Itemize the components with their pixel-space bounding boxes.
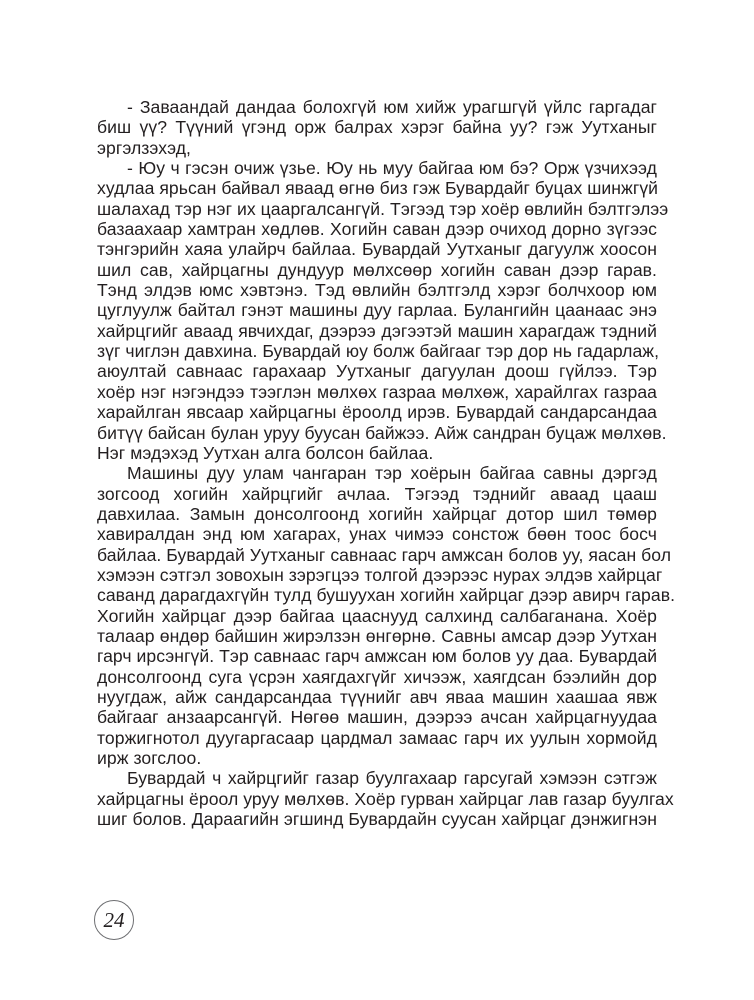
text-line: биш үү? Түүний үгэнд орж балрах хэрэг байна уу? гэж Уутханыг — [97, 117, 657, 138]
text-line: Хогийн хайрцаг дээр байгаа цааснууд салхинд салбаганана. Хоёр — [97, 605, 657, 626]
text-line: базаахаар хамтран хөдлөв. Хогийн саван дээр очиход дорно зүгээс — [97, 219, 657, 240]
text-line: хайрцгийг аваад явчихдаг, дээрээ дэгээтэй машин харагдаж тэдний — [97, 320, 657, 341]
page-number: 24 — [103, 907, 125, 932]
text-line: гарч ирсэнгүй. Тэр савнаас гарч амжсан юм болов уу даа. Бувардай — [97, 646, 658, 667]
text-line: шиг болов. Дараагийн эгшинд Бувардайн суусан хайрцаг дэнжигнэн — [97, 809, 658, 830]
text-line: давхилаа. Замын донсолгоонд хогийн хайрцаг дотор шил төмөр — [97, 503, 657, 524]
text-line: нуугдаж, айж сандарсандаа түүнийг авч яваа машин хаашаа явж — [97, 686, 657, 707]
text-line: байлаа. Бувардай Уутханыг савнаас гарч амжсан болов уу, яасан бол — [97, 544, 672, 565]
page-number-badge — [94, 900, 134, 940]
text-line: тэнгэрийн хаяа улайрч байлаа. Бувардай Уутханыг дагуулж хоосон — [97, 239, 657, 260]
text-line: эргэлзэхэд, — [97, 137, 191, 158]
text-line: торжигнотол дуугаргасаар цардмал замаас гарч их уулын хормойд — [97, 727, 657, 748]
text-line: Бувардай ч хайрцгийг газар буулгахаар гарсугай хэмээн сэтгэж — [127, 768, 657, 789]
text-line: донсолгоонд суга үсрэн хаягдахгүйг хичээж, хаягдсан бээлийн дор — [97, 666, 657, 687]
text-line: хэмээн сэтгэл зовохын зэрэгцээ толгой дээрээс нурах элдэв хайрцаг — [97, 564, 663, 585]
text-line: шил сав, хайрцагны дундуур мөлхсөөр хогийн саван дээр гарав. — [97, 259, 657, 280]
text-line: Тэнд элдэв юмс хэвтэнэ. Тэд өвлийн бэлтгэлд хэрэг болчхоор юм — [97, 280, 657, 301]
text-line: зогсоод хогийн хайрцгийг ачлаа. Тэгээд тэднийг аваад цааш — [97, 483, 657, 504]
text-line: зүг чиглэн давхина. Бувардай юу болж байгааг тэр дор нь гадарлаж, — [97, 341, 660, 362]
text-line: байгааг анзаарсангүй. Нөгөө машин, дээрээ ачсан хайрцагнуудаа — [97, 707, 657, 728]
text-line: саванд дарагдахгүйн тулд бушуухан хогийн хайрцаг дээр авирч гарав. — [97, 585, 676, 606]
text-line: худлаа ярьсан байвал яваад өгнө биз гэж Бувардайг буцах шинжгүй — [97, 178, 659, 199]
body-text — [97, 97, 676, 830]
text-line: хайрцагны ёроол уруу мөлхөв. Хоёр гурван хайрцаг лав газар буулгах — [97, 788, 674, 809]
text-line: шалахад тэр нэг их цааргалсангүй. Тэгээд тэр хоёр өвлийн бэлтгэлээ — [97, 198, 669, 219]
text-line: Нэг мэдэхэд Уутхан алга болсон байлаа. — [97, 442, 434, 463]
text-line: битүү байсан булан уруу буусан байжээ. Айж сандран буцаж мөлхөв. — [97, 422, 667, 443]
text-line: харайлган явсаар хайрцагны ёроолд ирэв. Бувардай сандарсандаа — [97, 402, 657, 423]
text-line: талаар өндөр байшин жирэлзэн өнгөрнө. Савны амсар дээр Уутхан — [97, 625, 657, 646]
text-line: - Юу ч гэсэн очиж үзье. Юу нь муу байгаа юм бэ? Орж үзчихээд — [127, 158, 657, 179]
text-line: - Заваандай дандаа болохгүй юм хийж урагшгүй үйлс гаргадаг — [127, 97, 657, 117]
text-line: Машины дуу улам чангаран тэр хоёрын байгаа савны дэргэд — [127, 463, 657, 484]
text-line: аюултай савнаас гарахаар Уутханыг дагуулан доош гүйлээ. Тэр — [97, 361, 657, 382]
text-line: цуглуулж байтал гэнэт машины дуу гарлаа. Булангийн цаанаас энэ — [97, 300, 657, 321]
text-line: хоёр нэг нэгэндээ тээглэн мөлхөх газраа мөлхөж, харайлгах газраа — [97, 381, 657, 402]
text-line: хавиралдан энд юм хагарах, унах чимээ сонстож бөөн тоос босч — [97, 524, 657, 545]
text-line: ирж зогслоо. — [97, 748, 202, 768]
